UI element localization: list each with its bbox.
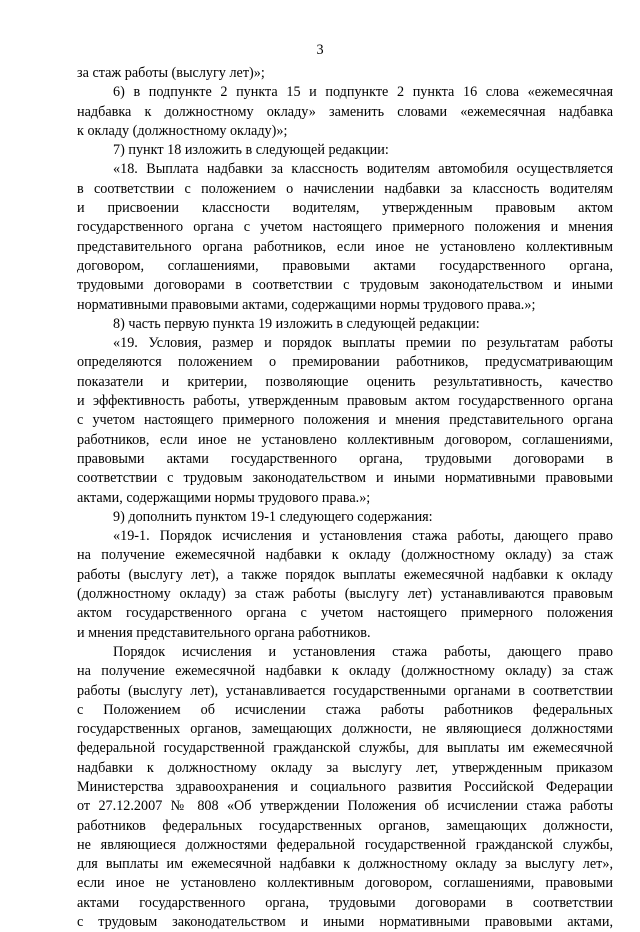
text-line: от 27.12.2007 № 808 «Об утверждении Положения об исчислении стажа работы bbox=[77, 798, 613, 815]
text-line: договором, соглашениями, правовыми актами государственного органа, bbox=[77, 257, 613, 274]
text-line: «18. Выплата надбавки за классность водителям автомобиля осуществляется bbox=[113, 161, 613, 178]
text-line: на получение ежемесячной надбавки к окладу (должностному окладу) за стаж bbox=[77, 547, 613, 564]
text-line: надбавки к должностному окладу за выслугу лет, утвержденным приказом bbox=[77, 759, 613, 776]
text-line: (должностному окладу) за стаж работы (выслугу лет) устанавливаются правовым bbox=[77, 586, 613, 603]
text-line: и мнения представительного органа работников. bbox=[77, 624, 371, 641]
text-line: актами, содержащими нормы трудового права.»; bbox=[77, 489, 371, 506]
text-line: с учетом настоящего примерного положения и мнения представительного органа bbox=[77, 412, 613, 429]
text-line: работников федеральных государственных органов, замещающих должности, bbox=[77, 817, 613, 834]
text-line: надбавка к должностному окладу» заменить словами «ежемесячная надбавка bbox=[77, 103, 613, 120]
text-line: правовыми актами государственного органа, трудовыми договорами в bbox=[77, 450, 613, 467]
text-line: к окладу (должностному окладу)»; bbox=[77, 122, 288, 139]
text-line: трудовыми договорами в соответствии с трудовым законодательством и иными bbox=[77, 277, 613, 294]
text-line: государственного органа с учетом настоящего примерного положения и мнения bbox=[77, 219, 613, 236]
text-line: соответствии с трудовым законодательством и иными нормативными правовыми bbox=[77, 470, 613, 487]
text-line: работы (выслугу лет), устанавливается государственными органами в соответствии bbox=[77, 682, 613, 699]
text-line: работы (выслугу лет), а также порядок выплаты ежемесячной надбавки к окладу bbox=[77, 566, 613, 583]
text-line: 7) пункт 18 изложить в следующей редакции: bbox=[113, 142, 389, 159]
text-line: с трудовым законодательством и иными нормативными правовыми актами, bbox=[77, 914, 613, 931]
text-line: показатели и критерии, позволяющие оценить результативность, качество bbox=[77, 373, 613, 390]
text-line: работников, если иное не установлено коллективным договором, соглашениями, bbox=[77, 431, 613, 448]
text-line: на получение ежемесячной надбавки к окладу (должностному окладу) за стаж bbox=[77, 663, 613, 680]
text-line: 6) в подпункте 2 пункта 15 и подпункте 2 пункта 16 слова «ежемесячная bbox=[113, 84, 613, 101]
text-line: нормативными правовыми актами, содержащими нормы трудового права.»; bbox=[77, 296, 536, 313]
text-line: за стаж работы (выслугу лет)»; bbox=[77, 65, 265, 81]
text-line: и присвоении классности водителям, утвержденным правовым актом bbox=[77, 200, 613, 217]
text-line: актом государственного органа с учетом настоящего примерного положения bbox=[77, 605, 613, 622]
text-line: актами государственного органа, трудовыми договорами в соответствии bbox=[77, 894, 613, 911]
text-line: «19. Условия, размер и порядок выплаты премии по результатам работы bbox=[113, 335, 613, 352]
text-line: 9) дополнить пунктом 19-1 следующего содержания: bbox=[113, 508, 433, 525]
text-line: государственных органов, замещающих должности, не являющиеся должностями bbox=[77, 721, 613, 738]
text-line: если иное не установлено коллективным договором, соглашениями, правовыми bbox=[77, 875, 613, 892]
text-line: и эффективность работы, утвержденным правовым актом государственного органа bbox=[77, 393, 613, 410]
text-line: представительного органа работников, если иное не установлено коллективным bbox=[77, 238, 613, 255]
document-body bbox=[77, 64, 613, 932]
text-line: федеральной государственной гражданской службы, для выплаты им ежемесячной bbox=[77, 740, 613, 757]
page-number: 3 bbox=[316, 42, 324, 58]
text-line: «19-1. Порядок исчисления и установления стажа работы, дающего право bbox=[113, 528, 613, 545]
text-line: Порядок исчисления и установления стажа работы, дающего право bbox=[113, 643, 613, 660]
text-line: не являющиеся должностями федеральной государственной гражданской службы, bbox=[77, 836, 613, 853]
text-line: для выплаты им ежемесячной надбавки к должностному окладу за выслугу лет», bbox=[77, 856, 613, 873]
text-line: с Положением об исчислении стажа работы работников федеральных bbox=[77, 701, 613, 718]
text-line: 8) часть первую пункта 19 изложить в следующей редакции: bbox=[113, 315, 480, 332]
text-line: Министерства здравоохранения и социального развития Российской Федерации bbox=[77, 778, 613, 795]
text-line: определяются положением о премировании работников, предусматривающим bbox=[77, 354, 613, 371]
text-line: в соответствии с положением о начислении надбавки за классность водителям bbox=[77, 180, 613, 197]
